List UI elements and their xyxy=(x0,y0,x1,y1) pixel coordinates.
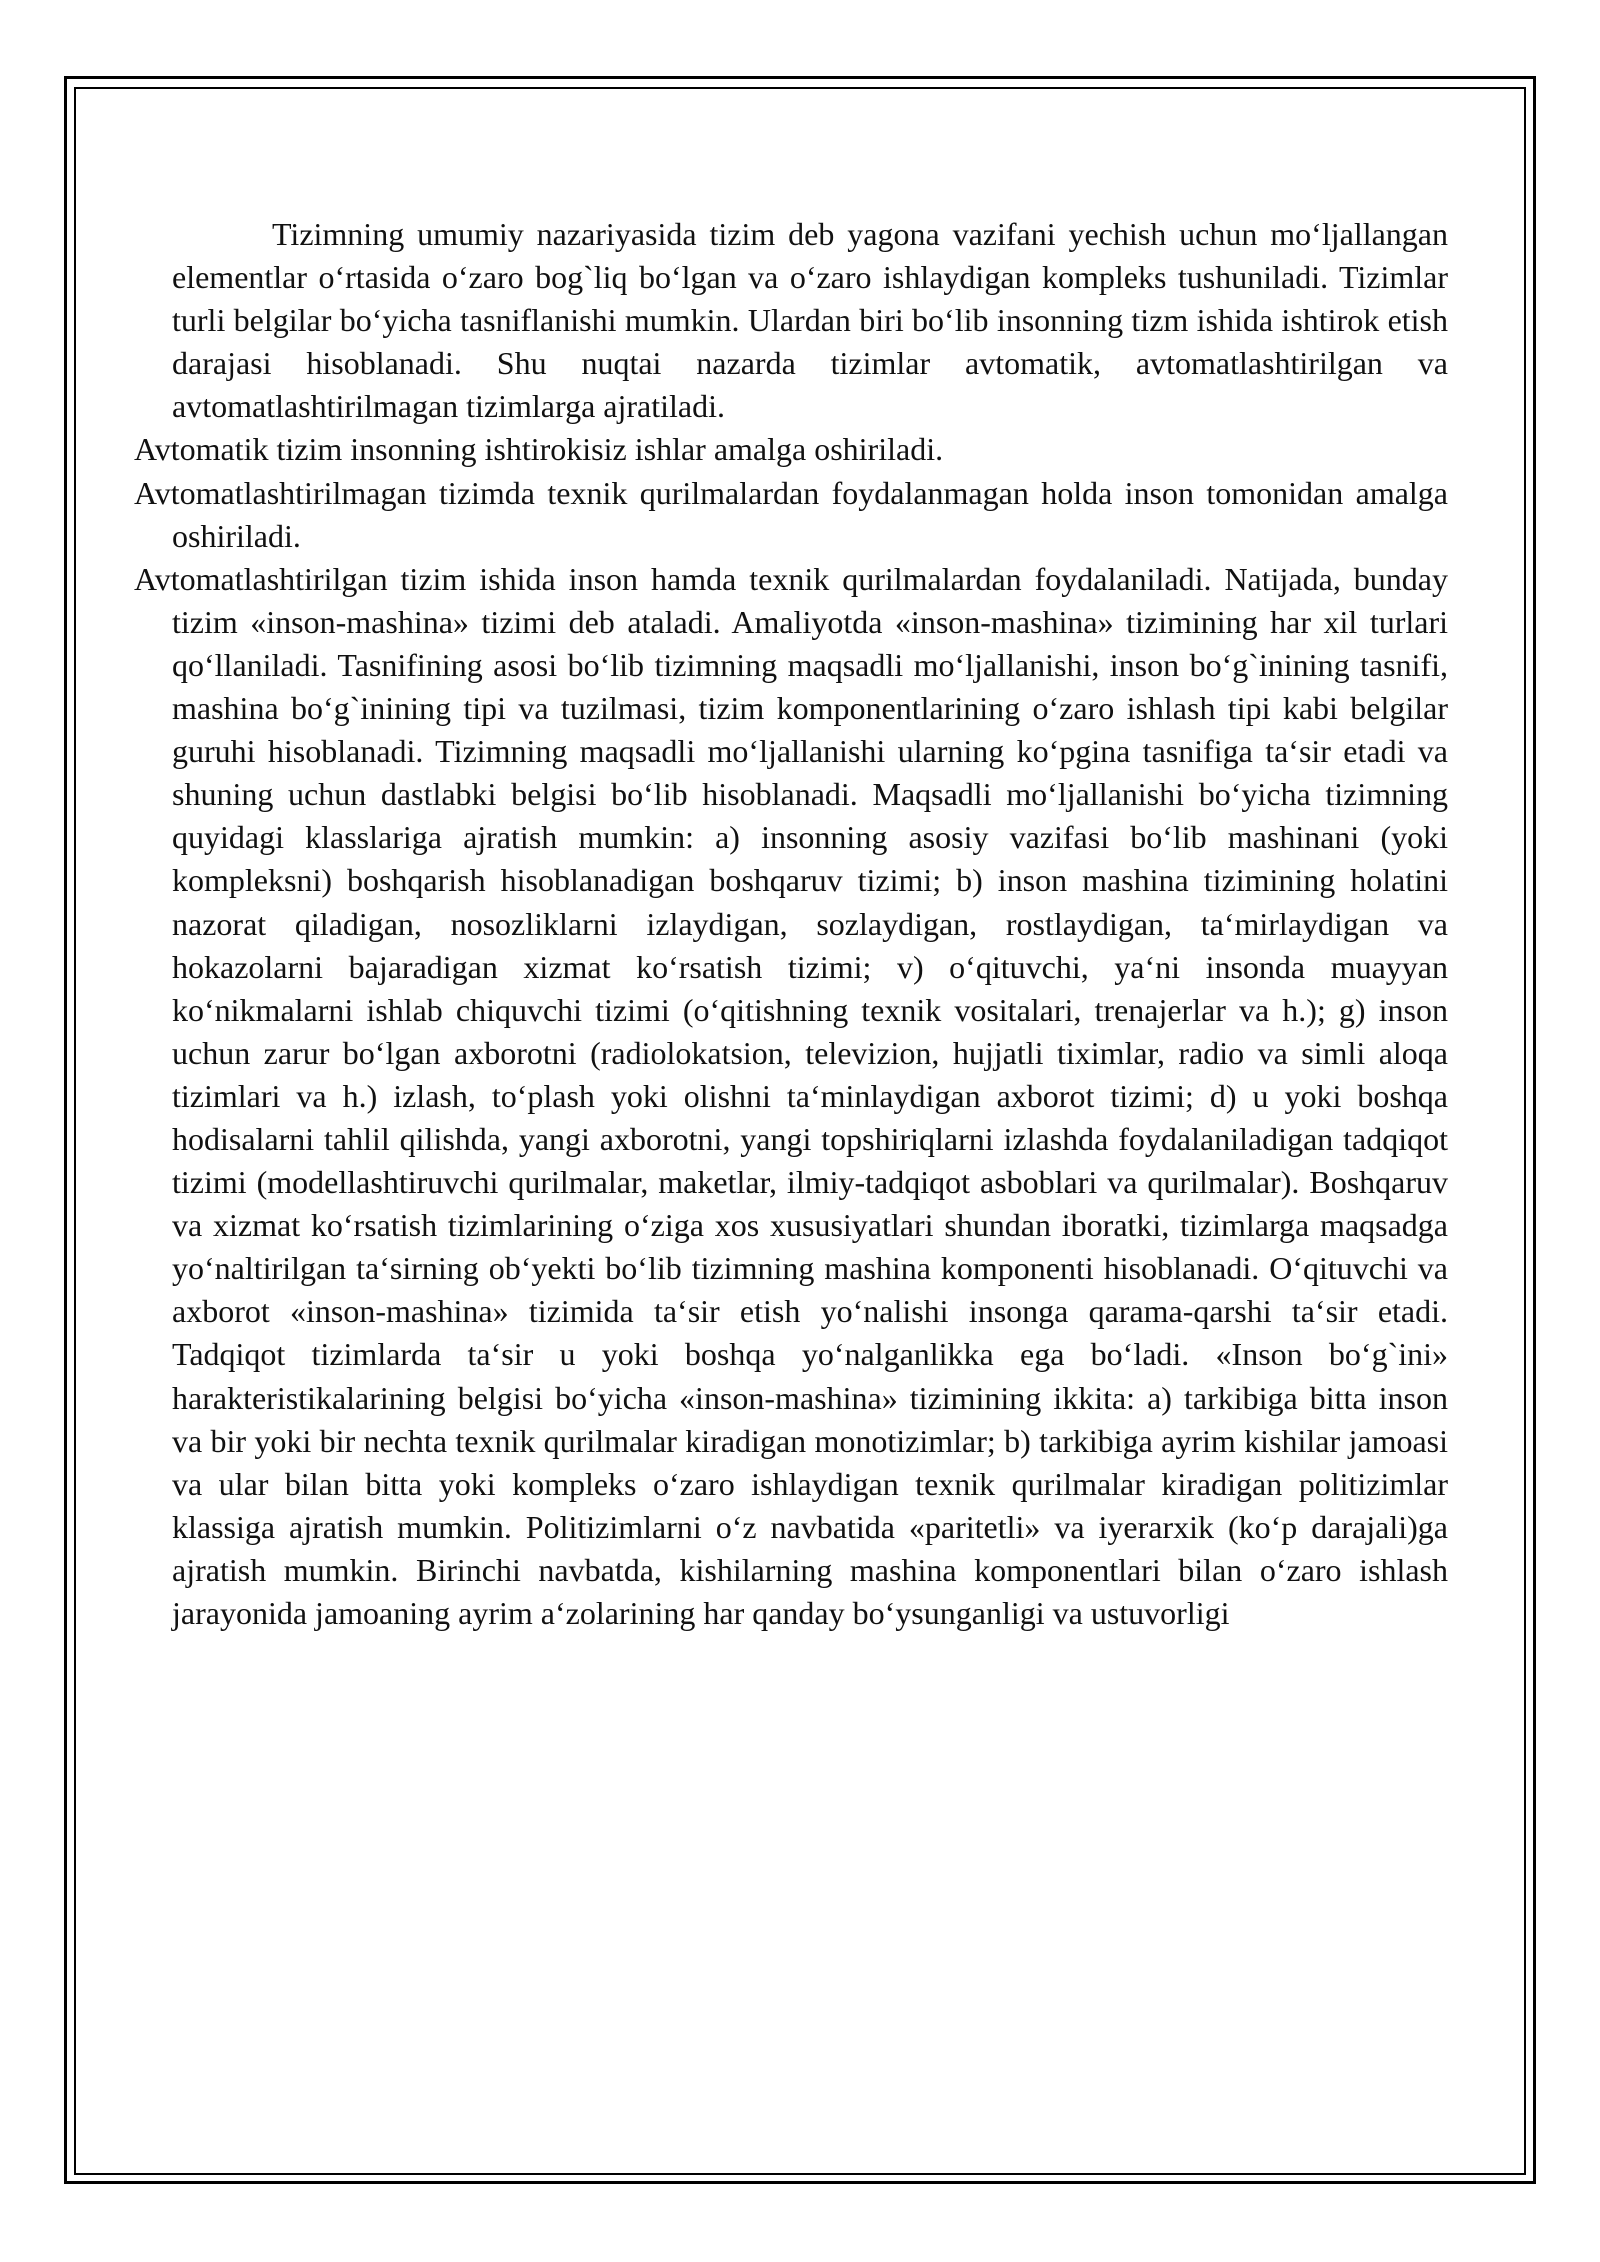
document-body xyxy=(134,213,1448,1635)
paragraph-automated: Avtomatlashtirilgan tizim ishida inson hamda texnik qurilmalardan foydalaniladi. Natijada, bunday tizim «inson-mashina» tizimi deb ataladi. Amaliyotda «inson-mashina» tizimining har xil turlari qo‘llaniladi. Tasnifining asosi bo‘lib tizimning maqsadli mo‘ljallanishi, inson bo‘g`inining tasnifi, mashina bo‘g`inining tipi va tuzilmasi, tizim komponentlarining o‘zaro ishlash tipi kabi belgilar guruhi hisoblanadi. Tizimning maqsadli mo‘ljallanishi ularning ko‘pgina tasnifiga ta‘sir etadi va shuning uchun dastlabki belgisi bo‘lib hisoblanadi. Maqsadli mo‘ljallanishi bo‘yicha tizimning quyidagi klasslariga ajratish mumkin: a) insonning asosiy vazifasi bo‘lib mashinani (yoki kompleksni) boshqarish hisoblanadigan boshqaruv tizimi; b) inson mashina tizimining holatini nazorat qiladigan, nosozliklarni izlaydigan, sozlaydigan, rostlaydigan, ta‘mirlaydigan va hokazolarni bajaradigan xizmat ko‘rsatish tizimi; v) o‘qituvchi, ya‘ni insonda muayyan ko‘nikmalarni ishlab chiquvchi tizimi (o‘qitishning texnik vositalari, trenajerlar va h.); g) inson uchun zarur bo‘lgan axborotni (radiolokatsion, televizion, hujjatli tiximlar, radio va simli aloqa tizimlari va h.) izlash, to‘plash yoki olishni ta‘minlaydigan axborot tizimi; d) u yoki boshqa hodisalarni tahlil qilishda, yangi axborotni, yangi topshiriqlarni izlashda foydalaniladigan tadqiqot tizimi (modellashtiruvchi qurilmalar, maketlar, ilmiy-tadqiqot asboblari va qurilmalar). Boshqaruv va xizmat ko‘rsatish tizimlarining o‘ziga xos xususiyatlari shundan iboratki, tizimlarga maqsadga yo‘naltirilgan ta‘sirning ob‘yekti bo‘lib tizimning mashina komponenti hisoblanadi. O‘qituvchi va axborot «inson-mashina» tizimida ta‘sir etish yo‘nalishi insonga qarama-qarshi ta‘sir etadi. Tadqiqot tizimlarda ta‘sir u yoki boshqa yo‘nalganlikka ega bo‘ladi. «Inson bo‘g`ini» harakteristikalarining belgisi bo‘yicha «inson-mashina» tizimining ikkita: a) tarkibiga bitta inson va bir yoki bir nechta texnik qurilmalar kiradigan monotizimlar; b) tarkibiga ayrim kishilar jamoasi va ular bilan bitta yoki kompleks o‘zaro ishlaydigan texnik qurilmalar kiradigan politizimlar klassiga ajratish mumkin. Politizimlarni o‘z navbatida «paritetli» va iyerarxik (ko‘p darajali)ga ajratish mumkin. Birinchi navbatda, kishilarning mashina komponentlari bilan o‘zaro ishlash jarayonida jamoaning ayrim a‘zolarining har qanday bo‘ysunganligi va ustuvorligi xyxy=(134,560,1448,1631)
paragraph-intro: Tizimning umumiy nazariyasida tizim deb yagona vazifani yechish uchun mo‘ljallangan elementlar o‘rtasida o‘zaro bog`liq bo‘lgan va o‘zaro ishlaydigan kompleks tushuniladi. Tizimlar turli belgilar bo‘yicha tasniflanishi mumkin. Ulardan biri bo‘lib insonning tizm ishida ishtirok etish darajasi hisoblanadi. Shu nuqtai nazarda tizimlar avtomatik, avtomatlashtirilgan va avtomatlashtirilmagan tizimlarga ajratiladi. xyxy=(172,216,1448,425)
paragraph-non-automated: Avtomatlashtirilmagan tizimda texnik qurilmalardan foydalanmagan holda inson tomonidan amalga oshiriladi. xyxy=(134,474,1448,554)
paragraph-automatic: Avtomatik tizim insonning ishtirokisiz ishlar amalga oshiriladi. xyxy=(134,431,944,468)
